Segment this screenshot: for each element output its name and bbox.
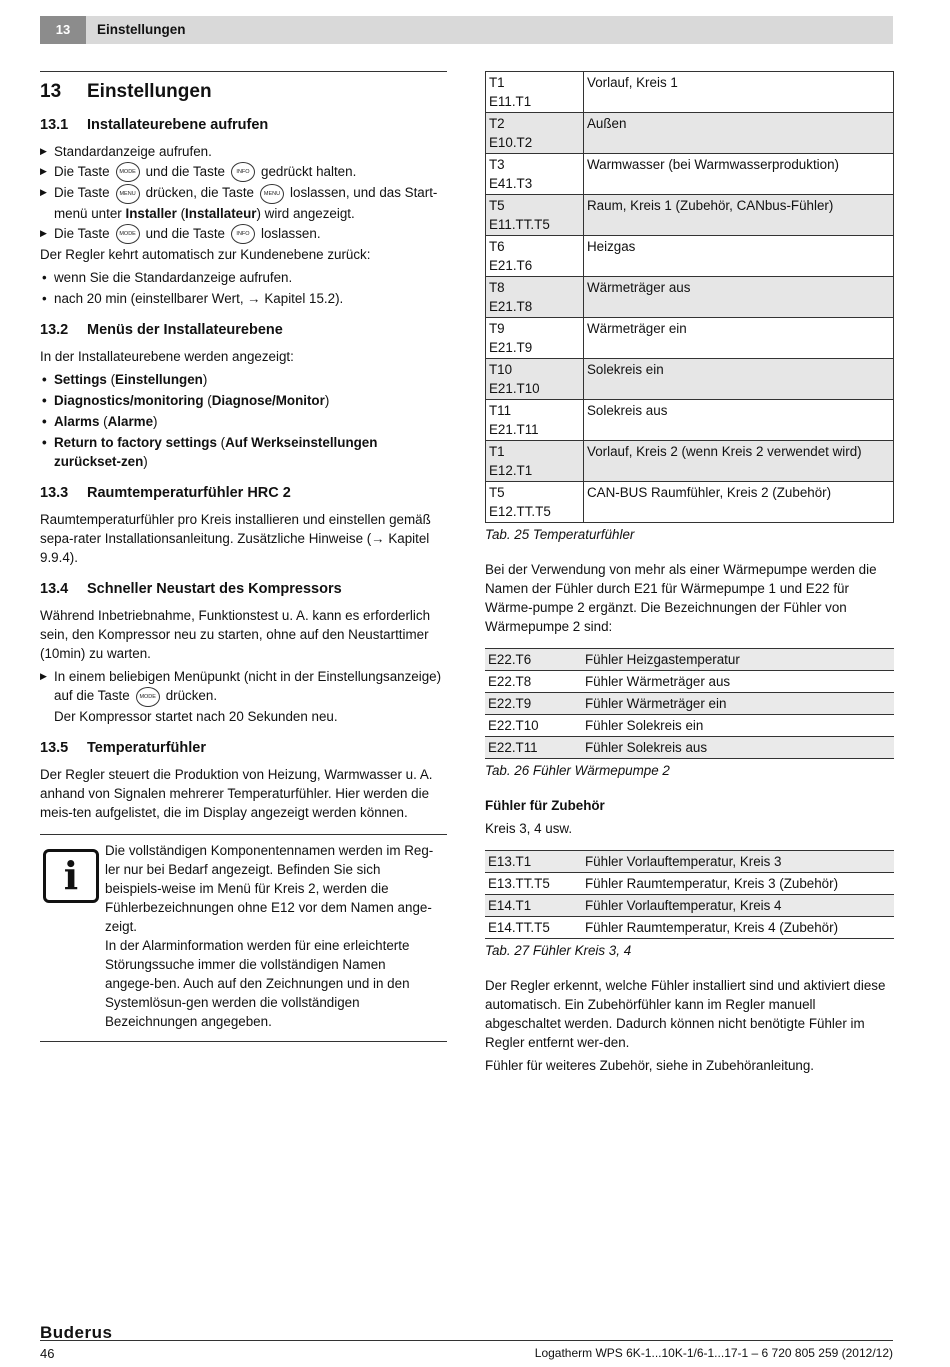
- table-caption: Tab. 27 Fühler Kreis 3, 4: [485, 943, 632, 958]
- info-key-icon: INFO: [231, 162, 255, 182]
- table-row: E22.T6 Fühler Heizgastemperatur: [485, 649, 894, 671]
- info-key-icon: INFO: [231, 224, 255, 244]
- section-heading-13: 13 Einstellungen: [40, 71, 447, 105]
- paragraph: Der Regler erkennt, welche Fühler installiert sind und aktiviert diese automatisch. Ein Zubehörfühler kann im Regler manuell abgeschaltet werden. Dadurch können nicht benötigte Fühler im Regler entfernt wer-den.: [485, 978, 886, 1050]
- table-row: E13.T1 Fühler Vorlauftemperatur, Kreis 3: [485, 851, 894, 873]
- info-icon: i: [43, 849, 99, 903]
- menu-list-item: • Settings (Einstellungen): [40, 370, 447, 389]
- menu-key-icon: MENU: [260, 184, 284, 204]
- right-column: [485, 71, 894, 1079]
- table-row: E22.T8 Fühler Wärmeträger aus: [485, 671, 894, 693]
- table-row: E22.T11 Fühler Solekreis aus: [485, 737, 894, 759]
- paragraph: Der Regler steuert die Produktion von Heizung, Warmwasser u. A. anhand von Signalen mehrerer Temperaturfühler. Hier werden die meis-ten aufgelistet, die im Display angezeigt werden können.: [40, 766, 433, 820]
- info-note: [40, 834, 447, 1042]
- table-row: T11 E21.T11 Solekreis aus: [486, 400, 894, 441]
- bullet-item: • nach 20 min (einstellbarer Wert, → Kapitel 15.2).: [40, 289, 447, 308]
- section-heading-13-5: 13.5 Temperaturfühler: [40, 739, 206, 756]
- step: ▶ Die Taste MENU drücken, die Taste MENU loslassen, und das Start- menü unter Installer (Installateur) wird angezeigt.: [40, 183, 447, 222]
- step: ▶ Standardanzeige aufrufen.: [40, 142, 447, 161]
- bullet-item: • wenn Sie die Standardanzeige aufrufen.: [40, 268, 447, 287]
- mode-key-icon: MODE: [116, 224, 140, 244]
- mode-key-icon: MODE: [136, 687, 160, 707]
- table-row: E22.T10 Fühler Solekreis ein: [485, 715, 894, 737]
- section-heading-13-3: 13.3 Raumtemperaturfühler HRC 2: [40, 485, 291, 502]
- section-heading-13-4: 13.4 Schneller Neustart des Kompressors: [40, 581, 342, 598]
- step: ▶ Die Taste MODE und die Taste INFO gedrückt halten.: [40, 162, 447, 182]
- step: ▶ Die Taste MODE und die Taste INFO loslassen.: [40, 224, 447, 244]
- menu-key-icon: MENU: [116, 184, 140, 204]
- table-row: E14.TT.T5 Fühler Raumtemperatur, Kreis 4 (Zubehör): [485, 917, 894, 939]
- table-caption: Tab. 25 Temperaturfühler: [485, 527, 635, 542]
- footer-divider: [40, 1340, 893, 1341]
- table-25-temperature-sensors: [485, 71, 894, 523]
- paragraph: Fühler für weiteres Zubehör, siehe in Zubehöranleitung.: [485, 1058, 815, 1073]
- buderus-logo: Buderus: [40, 1323, 113, 1342]
- table-26-heat-pump-2-sensors: [485, 648, 894, 759]
- mode-key-icon: MODE: [116, 162, 140, 182]
- menu-list-item: • Diagnostics/monitoring (Diagnose/Monitor): [40, 391, 447, 410]
- paragraph: Kreis 3, 4 usw.: [485, 821, 573, 836]
- table-row: T1 E11.T1 Vorlauf, Kreis 1: [486, 72, 894, 113]
- table-row: T2 E10.T2 Außen: [486, 113, 894, 154]
- document-reference: Logatherm WPS 6K-1...10K-1/6-1...17-1 – 6 720 805 259 (2012/12): [534, 1346, 893, 1360]
- section-heading-13-1: 13.1 Installateurebene aufrufen: [40, 117, 269, 133]
- table-row: T6 E21.T6 Heizgas: [486, 236, 894, 277]
- table-row: T8 E21.T8 Wärmeträger aus: [486, 277, 894, 318]
- menu-list-item: • Alarms (Alarme): [40, 412, 447, 431]
- page-number: 46: [40, 1346, 55, 1361]
- table-row: T3 E41.T3 Warmwasser (bei Warmwasserproduktion): [486, 154, 894, 195]
- note-text: Die vollständigen Komponentennamen werden im Reg-ler nur bei Bedarf angezeigt. Befinden Sie sich beispiels-weise im Menü für Kreis 2, werden die Fühlerbezeichnungen ohne E12 vor dem Namen ange-zeigt. In der Alarminformation werden für eine erleichterte Störungssuche immer die vollständigen Namen angege-ben. Auch auf den Zeichnungen und in den Systemlösun-gen werden die vollständigen Bezeichnungen angegeben.: [105, 842, 434, 1029]
- table-row: T5 E12.TT.T5 CAN-BUS Raumfühler, Kreis 2 (Zubehör): [486, 482, 894, 523]
- table-27-circuit-3-4-sensors: [485, 850, 894, 939]
- chapter-title: Einstellungen: [97, 22, 186, 37]
- paragraph: Während Inbetriebnahme, Funktionstest u. A. kann es erforderlich sein, den Kompressor neu zu starten, ohne auf den Neustarttimer (10min) zu warten.: [40, 608, 431, 662]
- table-row: T10 E21.T10 Solekreis ein: [486, 359, 894, 400]
- table-row: E22.T9 Fühler Wärmeträger ein: [485, 693, 894, 715]
- table-row: E14.T1 Fühler Vorlauftemperatur, Kreis 4: [485, 895, 894, 917]
- page-header: [40, 16, 893, 44]
- table-row: T1 E12.T1 Vorlauf, Kreis 2 (wenn Kreis 2 verwendet wird): [486, 441, 894, 482]
- chapter-number: 13: [40, 16, 86, 44]
- paragraph: In der Installateurebene werden angezeigt:: [40, 349, 294, 365]
- paragraph: Bei der Verwendung von mehr als einer Wärmepumpe werden die Namen der Fühler durch E21 für Wärmepumpe 1 und E22 für Wärme-pumpe 2 ergänzt. Die Bezeichnungen der Fühler von Wärmepumpe 2 sind:: [485, 562, 877, 634]
- table-row: T5 E11.TT.T5 Raum, Kreis 1 (Zubehör, CANbus-Fühler): [486, 195, 894, 236]
- subheading: Fühler für Zubehör: [485, 798, 605, 813]
- paragraph: Raumtemperaturfühler pro Kreis installieren und einstellen gemäß sepa-rater Installationsanleitung. Zusätzliche Hinweise (→ Kapitel 9.9.4).: [40, 512, 431, 566]
- table-caption: Tab. 26 Fühler Wärmepumpe 2: [485, 763, 670, 778]
- left-column: [40, 71, 447, 1042]
- step: ▶ In einem beliebigen Menüpunkt (nicht in der Einstellungsanzeige) auf die Taste MODE drücken. Der Kompressor startet nach 20 Sekunden neu.: [40, 667, 447, 725]
- table-row: T9 E21.T9 Wärmeträger ein: [486, 318, 894, 359]
- section-heading-13-2: 13.2 Menüs der Installateurebene: [40, 322, 283, 339]
- paragraph: Der Regler kehrt automatisch zur Kundenebene zurück:: [40, 247, 371, 263]
- menu-list-item: • Return to factory settings (Auf Werkseinstellungen zurückset-zen): [40, 433, 447, 471]
- table-row: E13.TT.T5 Fühler Raumtemperatur, Kreis 3 (Zubehör): [485, 873, 894, 895]
